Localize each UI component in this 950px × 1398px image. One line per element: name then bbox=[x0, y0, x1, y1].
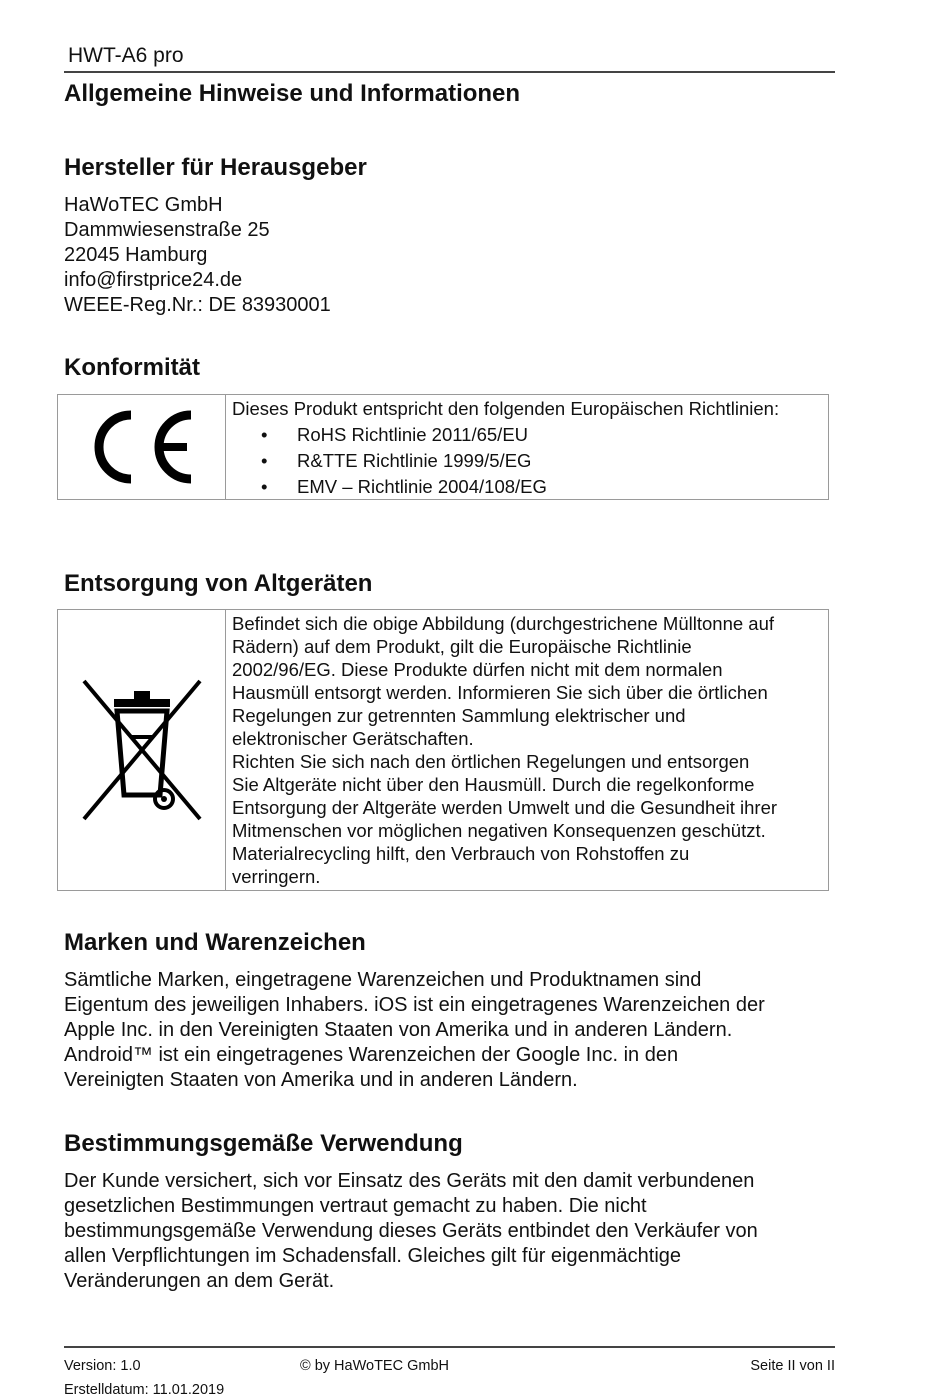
directive-list bbox=[232, 422, 822, 500]
disposal-line: Befindet sich die obige Abbildung (durchgestrichene Mülltonne auf bbox=[232, 613, 775, 634]
disposal-line: Materialrecycling hilft, den Verbrauch von Rohstoffen zu bbox=[232, 843, 690, 864]
text-line: allen Verpflichtungen im Schadensfall. Gleiches gilt für eigenmächtige bbox=[64, 1245, 682, 1267]
disposal-text bbox=[226, 610, 828, 890]
conformity-intro: Dieses Produkt entspricht den folgenden Europäischen Richtlinien: bbox=[232, 398, 780, 419]
disposal-line: 2002/96/EG. Diese Produkte dürfen nicht mit dem normalen bbox=[232, 659, 723, 680]
crossed-out-wheelie-bin-icon bbox=[80, 677, 204, 823]
conformity-table bbox=[57, 394, 829, 500]
trademarks-paragraph bbox=[64, 968, 844, 1093]
intended-use-paragraph bbox=[64, 1169, 844, 1294]
bin-cell bbox=[58, 610, 226, 890]
address-line: Dammwiesenstraße 25 bbox=[64, 219, 270, 241]
address-line: HaWoTEC GmbH bbox=[64, 194, 223, 216]
disposal-line: Regelungen zur getrennten Sammlung elektrischer und bbox=[232, 705, 686, 726]
disposal-table bbox=[57, 609, 829, 891]
header-rule bbox=[64, 71, 835, 73]
text-line: bestimmungsgemäße Verwendung dieses Geräts entbindet den Verkäufer von bbox=[64, 1220, 758, 1242]
page-title: Allgemeine Hinweise und Informationen bbox=[64, 80, 521, 107]
disposal-heading: Entsorgung von Altgeräten bbox=[64, 570, 373, 597]
manufacturer-address bbox=[64, 193, 844, 318]
disposal-line: verringern. bbox=[232, 866, 321, 887]
intended-use-heading: Bestimmungsgemäße Verwendung bbox=[64, 1130, 463, 1157]
address-line: 22045 Hamburg bbox=[64, 244, 208, 266]
text-line: Veränderungen an dem Gerät. bbox=[64, 1270, 335, 1292]
email-line: info@firstprice24.de bbox=[64, 269, 243, 291]
footer-created-date: Erstelldatum: 11.01.2019 bbox=[64, 1382, 225, 1398]
weee-line: WEEE-Reg.Nr.: DE 83930001 bbox=[64, 294, 331, 316]
directive-item: • R&TTE Richtlinie 1999/5/EG bbox=[297, 448, 822, 474]
disposal-line: Rädern) auf dem Produkt, gilt die Europäische Richtlinie bbox=[232, 636, 692, 657]
text-line: Sämtliche Marken, eingetragene Warenzeichen und Produktnamen sind bbox=[64, 969, 702, 991]
disposal-line: Sie Altgeräte nicht über den Hausmüll. Durch die regelkonforme bbox=[232, 774, 755, 795]
footer-rule bbox=[64, 1346, 835, 1348]
ce-cell bbox=[58, 395, 226, 499]
text-line: gesetzlichen Bestimmungen vertraut gemacht zu haben. Die nicht bbox=[64, 1195, 647, 1217]
disposal-line: Entsorgung der Altgeräte werden Umwelt und die Gesundheit ihrer bbox=[232, 797, 778, 818]
conformity-heading: Konformität bbox=[64, 354, 200, 381]
disposal-line: Mitmenschen vor möglichen negativen Konsequenzen geschützt. bbox=[232, 820, 766, 841]
footer-version: Version: 1.0 bbox=[64, 1358, 141, 1374]
directive-item: • RoHS Richtlinie 2011/65/EU bbox=[297, 422, 822, 448]
directive-item: • EMV – Richtlinie 2004/108/EG bbox=[297, 474, 822, 500]
text-line: Der Kunde versichert, sich vor Einsatz des Geräts mit den damit verbundenen bbox=[64, 1170, 755, 1192]
model-header: HWT-A6 pro bbox=[68, 44, 184, 67]
conformity-text bbox=[226, 395, 828, 499]
manufacturer-heading: Hersteller für Herausgeber bbox=[64, 154, 367, 181]
disposal-line: elektronischer Gerätschaften. bbox=[232, 728, 474, 749]
text-line: Apple Inc. in den Vereinigten Staaten von Amerika und in anderen Ländern. bbox=[64, 1019, 733, 1041]
disposal-line: Hausmüll entsorgt werden. Informieren Sie sich über die örtlichen bbox=[232, 682, 768, 703]
footer-copyright: © by HaWoTEC GmbH bbox=[300, 1358, 450, 1374]
text-line: Vereinigten Staaten von Amerika und in anderen Ländern. bbox=[64, 1069, 578, 1091]
trademarks-heading: Marken und Warenzeichen bbox=[64, 929, 366, 956]
disposal-line: Richten Sie sich nach den örtlichen Regelungen und entsorgen bbox=[232, 751, 750, 772]
text-line: Eigentum des jeweiligen Inhabers. iOS ist ein eingetragenes Warenzeichen der bbox=[64, 994, 765, 1016]
text-line: Android™ ist ein eingetragenes Warenzeichen der Google Inc. in den bbox=[64, 1044, 679, 1066]
ce-mark-icon bbox=[87, 407, 197, 487]
footer-page-number: Seite II von II bbox=[750, 1358, 835, 1374]
